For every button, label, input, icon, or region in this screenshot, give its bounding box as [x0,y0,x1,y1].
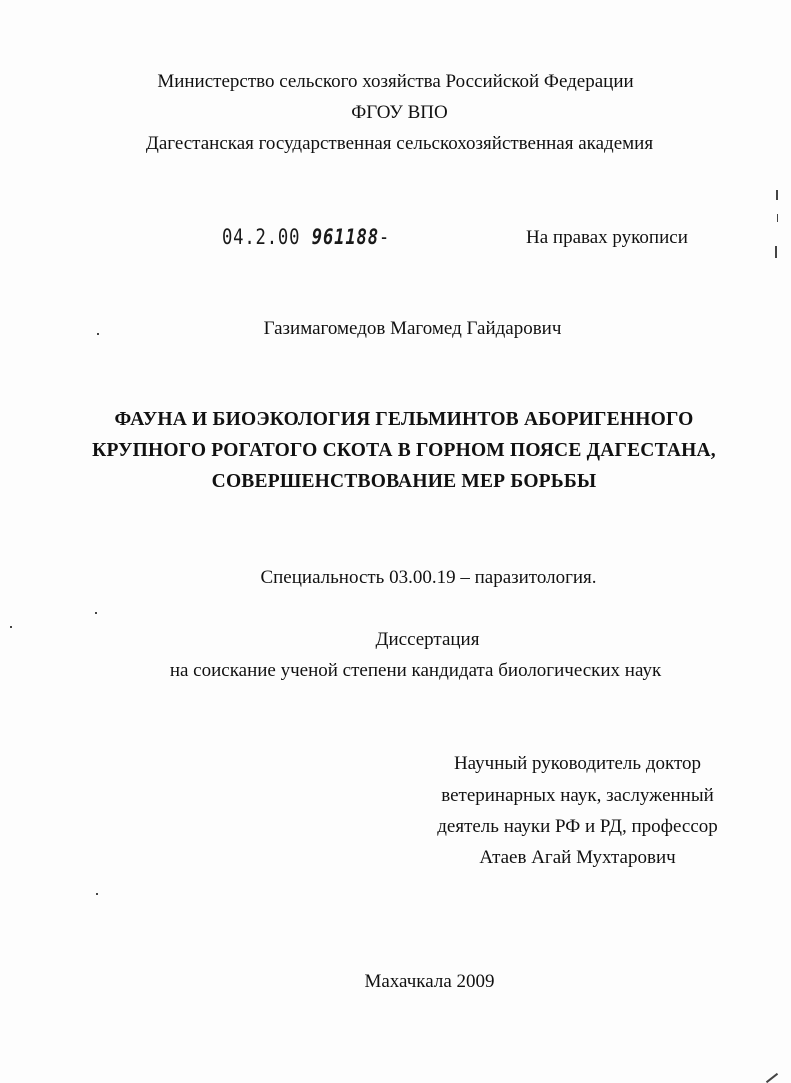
dissertation-title-line-3: СОВЕРШЕНСТВОВАНИЕ МЕР БОРЬБЫ [211,471,597,492]
scan-mark [776,190,778,200]
dissertation-title-line-1: ФАУНА И БИОЭКОЛОГИЯ ГЕЛЬМИНТОВ АБОРИГЕННОГО [114,409,694,430]
supervisor-name: Атаев Агай Мухтарович [479,847,676,868]
scan-mark [95,612,97,614]
scan-mark [766,1073,778,1083]
specialty: Специальность 03.00.19 – паразитология. [260,567,597,588]
supervisor-line-1: Научный руководитель доктор [453,753,702,774]
supervisor-line-2: ветеринарных наук, заслуженный [441,785,714,806]
scan-mark [96,893,98,895]
supervisor-line-3: деятель науки РФ и РД, профессор [437,816,718,837]
dissertation-title-line-2: КРУПНОГО РОГАТОГО СКОТА В ГОРНОМ ПОЯСЕ ДАГЕСТАНА, [92,440,716,461]
registration-code-part1: 04.2.00 [222,225,301,249]
academy-heading: Дагестанская государственная сельскохозяйственная академия [145,133,654,154]
ministry-heading: Министерство сельского хозяйства Российской Федерации [157,71,634,92]
scan-mark [777,214,778,222]
institution-type: ФГОУ ВПО [351,102,448,123]
registration-code-suffix: - [378,225,391,249]
place-and-year: Махачкала 2009 [364,971,495,992]
scan-mark [10,626,12,628]
work-type: Диссертация [375,629,480,650]
scan-mark [775,246,777,258]
degree-line: на соискание ученой степени кандидата биологических наук [169,660,662,681]
registration-stamp [222,225,390,249]
scan-mark [97,333,99,335]
rights-note: На правах рукописи [526,227,688,248]
registration-code-part2: 961188 [311,225,379,249]
author-name: Газимагомедов Магомед Гайдарович [263,318,562,339]
